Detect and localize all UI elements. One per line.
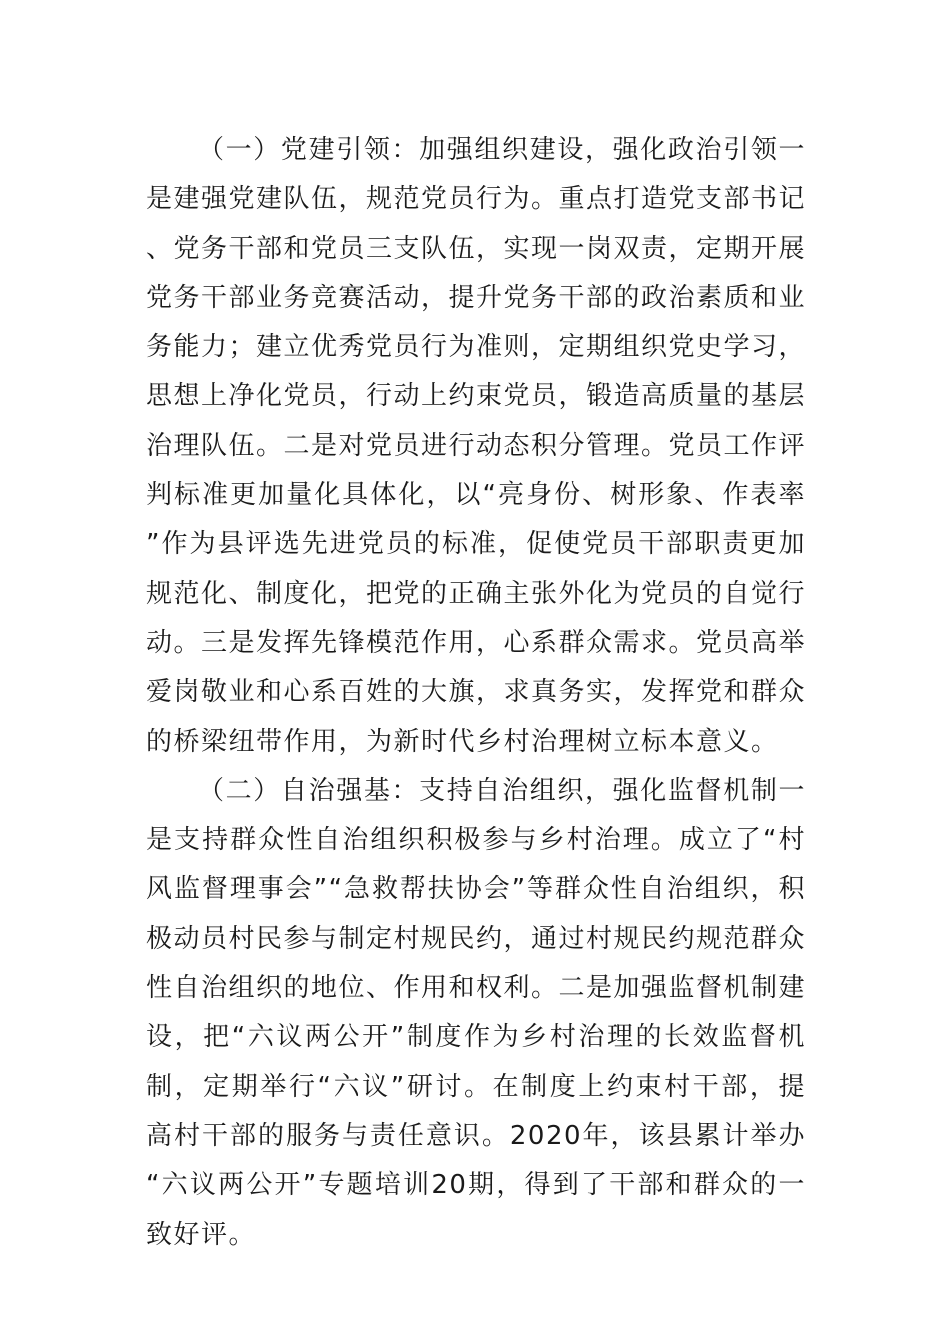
paragraph-self-governance: （二）自治强基：支持自治组织，强化监督机制一是支持群众性自治组织积极参与乡村治理。成立了“村风监督理事会”“急救帮扶协会”等群众性自治组织，积极动员村民参与制定村规民约，通过村规民约规范群众性自治组织的地位、作用和权利。二是加强监督机制建设，把“六议两公开”制度作为乡村治理的长效监督机制，定期举行“六议”研讨。在制度上约束村干部，提高村干部的服务与责任意识。2020年，该县累计举办“六议两公开”专题培训20期，得到了干部和群众的一致好评。 <box>146 775 807 1250</box>
paragraph-party-building: （一）党建引领：加强组织建设，强化政治引领一是建强党建队伍，规范党员行为。重点打造党支部书记、党务干部和党员三支队伍，实现一岗双责，定期开展党务干部业务竞赛活动，提升党务干部的政治素质和业务能力；建立优秀党员行为准则，定期组织党史学习，思想上净化党员，行动上约束党员，锻造高质量的基层治理队伍。二是对党员进行动态积分管理。党员工作评判标准更加量化具体化，以“亮身份、树形象、作表率”作为县评选先进党员的标准，促使党员干部职责更加规范化、制度化，把党的正确主张外化为党员的自觉行动。三是发挥先锋模范作用，心系群众需求。党员高举爱岗敬业和心系百姓的大旗，求真务实，发挥党和群众的桥梁纽带作用，为新时代乡村治理树立标本意义。 <box>146 135 807 757</box>
document-body <box>146 126 806 1260</box>
